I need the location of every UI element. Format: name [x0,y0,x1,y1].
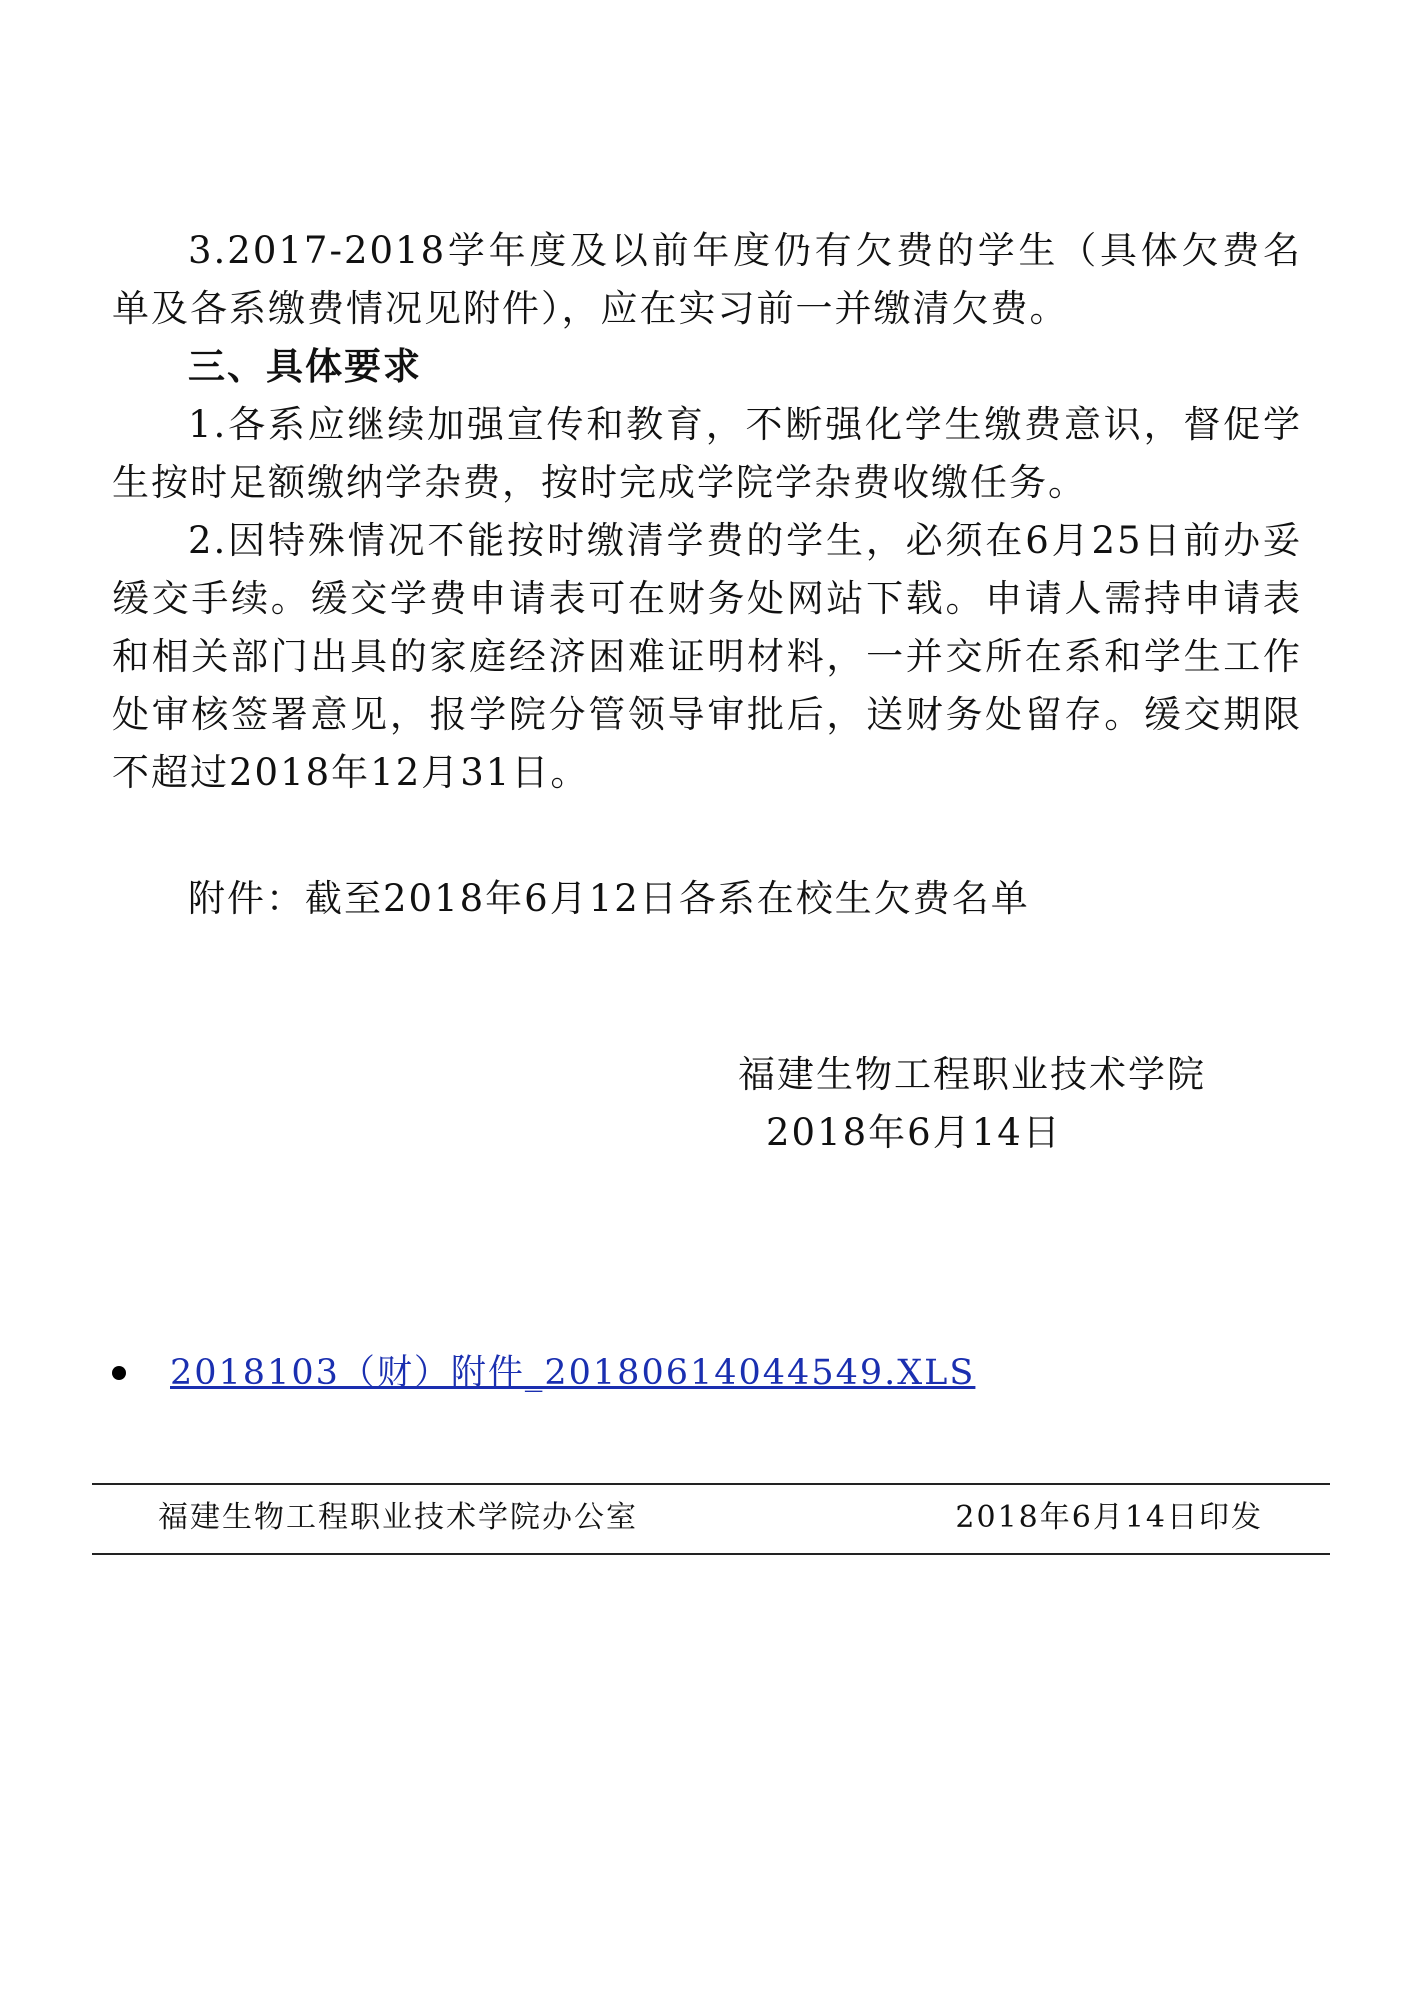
paragraph-item-3: 3.2017-2018学年度及以前年度仍有欠费的学生（具体欠费名单及各系缴费情况见附件），应在实习前一并缴清欠费。 [112,229,1302,330]
paragraph-requirement-1: 1.各系应继续加强宣传和教育，不断强化学生缴费意识，督促学生按时足额缴纳学杂费，按时完成学院学杂费收缴任务。 [112,403,1302,504]
footer-bottom-divider [92,1553,1330,1555]
footer-issuer: 福建生物工程职业技术学院办公室 [158,1500,638,1535]
footer-issue-date: 2018年6月14日印发 [955,1500,1263,1535]
paragraph-requirement-2: 2.因特殊情况不能按时缴清学费的学生，必须在6月25日前办妥缓交手续。缓交学费申请表可在财务处网站下载。申请人需持申请表和相关部门出具的家庭经济困难证明材料，一并交所在系和学生工作处审核签署意见，报学院分管领导审批后，送财务处留存。缓交期限不超过2018年12月31日。 [112,519,1302,794]
attachment-note: 附件：截至2018年6月12日各系在校生欠费名单 [188,877,1030,920]
bullet-icon [112,1366,126,1380]
section-heading-requirements: 三、具体要求 [188,345,422,388]
footer-top-divider [92,1483,1330,1485]
signature-date: 2018年6月14日 [766,1111,1062,1154]
attachment-download-link[interactable]: 2018103（财）附件_20180614044549.XLS [170,1353,976,1393]
signature-institution: 福建生物工程职业技术学院 [738,1053,1206,1096]
attachment-list-item [112,1344,975,1402]
